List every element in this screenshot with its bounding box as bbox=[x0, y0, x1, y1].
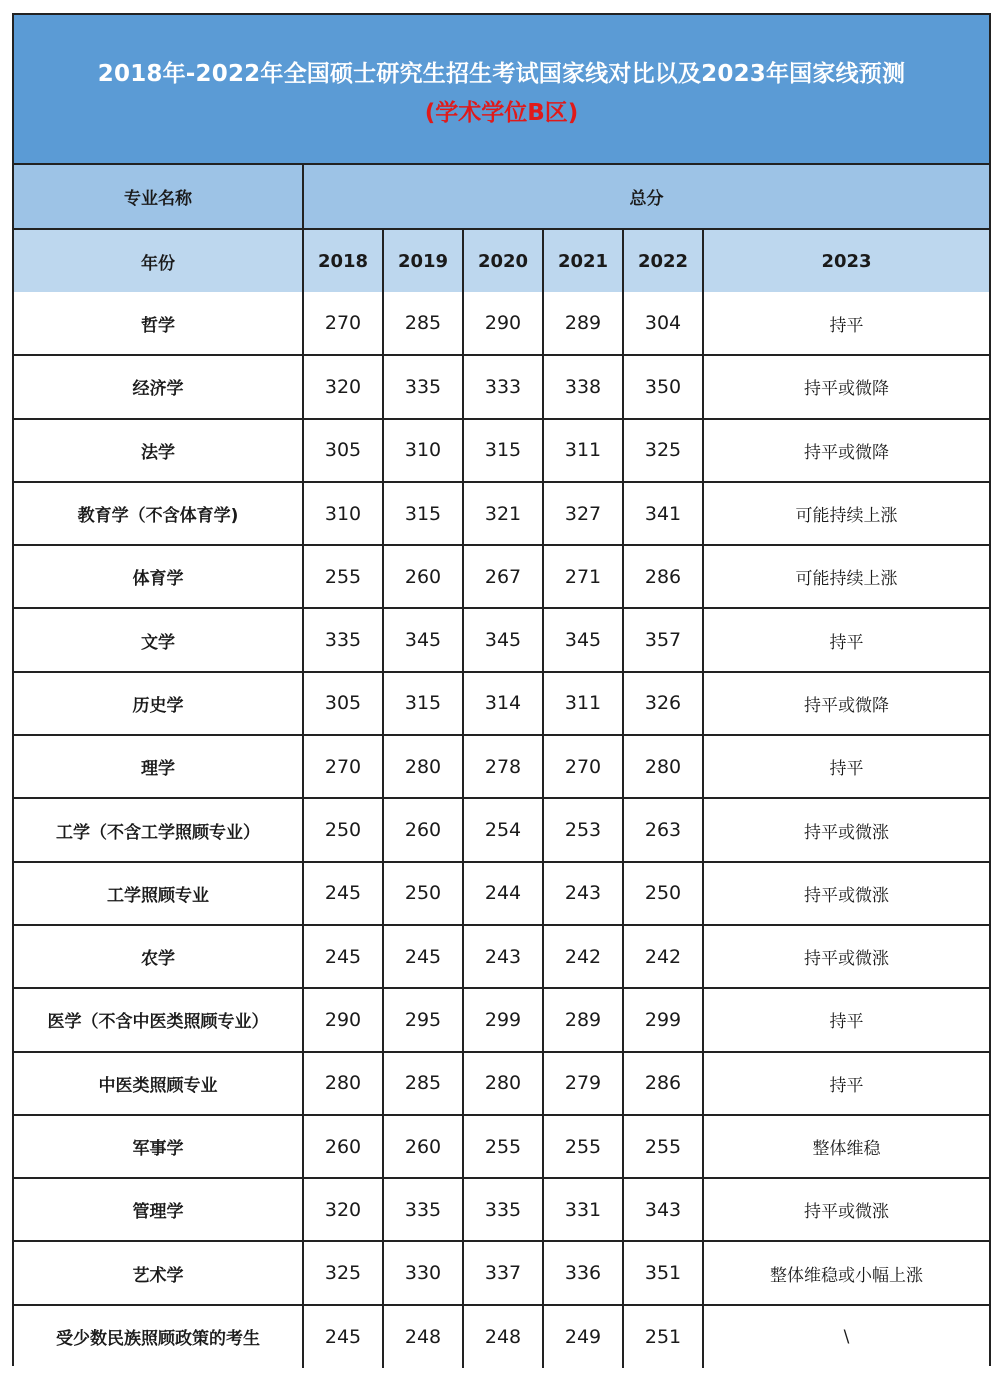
score-cell: 260 bbox=[383, 1115, 463, 1178]
major-name-cell: 历史学 bbox=[14, 672, 303, 735]
major-name-cell: 文学 bbox=[14, 608, 303, 671]
score-cell: 253 bbox=[543, 798, 623, 861]
score-table-frame bbox=[12, 13, 991, 1366]
score-cell: 280 bbox=[303, 1052, 383, 1115]
major-name-cell: 哲学 bbox=[14, 292, 303, 355]
major-name-cell: 工学照顾专业 bbox=[14, 862, 303, 925]
table-row bbox=[14, 1241, 989, 1304]
score-cell: 245 bbox=[303, 925, 383, 988]
score-cell: 330 bbox=[383, 1241, 463, 1304]
major-name-cell: 中医类照顾专业 bbox=[14, 1052, 303, 1115]
prediction-cell: 持平或微涨 bbox=[703, 862, 989, 925]
score-cell: 245 bbox=[303, 1305, 383, 1368]
score-cell: 310 bbox=[303, 482, 383, 545]
score-cell: 320 bbox=[303, 1178, 383, 1241]
score-cell: 250 bbox=[303, 798, 383, 861]
score-cell: 245 bbox=[383, 925, 463, 988]
prediction-cell: 持平 bbox=[703, 1052, 989, 1115]
prediction-cell: \ bbox=[703, 1305, 989, 1368]
score-cell: 286 bbox=[623, 545, 703, 608]
score-cell: 290 bbox=[303, 988, 383, 1051]
score-cell: 267 bbox=[463, 545, 543, 608]
score-cell: 242 bbox=[623, 925, 703, 988]
prediction-cell: 持平或微降 bbox=[703, 672, 989, 735]
table-row bbox=[14, 1178, 989, 1241]
score-cell: 270 bbox=[303, 292, 383, 355]
score-cell: 280 bbox=[463, 1052, 543, 1115]
score-cell: 343 bbox=[623, 1178, 703, 1241]
score-cell: 270 bbox=[543, 735, 623, 798]
table-row bbox=[14, 988, 989, 1051]
score-cell: 325 bbox=[303, 1241, 383, 1304]
score-cell: 337 bbox=[463, 1241, 543, 1304]
score-cell: 249 bbox=[543, 1305, 623, 1368]
table-row bbox=[14, 1115, 989, 1178]
score-cell: 357 bbox=[623, 608, 703, 671]
score-cell: 270 bbox=[303, 735, 383, 798]
score-cell: 254 bbox=[463, 798, 543, 861]
major-name-cell: 农学 bbox=[14, 925, 303, 988]
prediction-cell: 持平 bbox=[703, 735, 989, 798]
header-row-major bbox=[14, 165, 989, 229]
score-cell: 336 bbox=[543, 1241, 623, 1304]
score-cell: 248 bbox=[463, 1305, 543, 1368]
score-table bbox=[14, 165, 989, 1368]
score-cell: 335 bbox=[463, 1178, 543, 1241]
major-name-cell: 理学 bbox=[14, 735, 303, 798]
header-row-years bbox=[14, 229, 989, 292]
table-row bbox=[14, 482, 989, 545]
score-cell: 299 bbox=[463, 988, 543, 1051]
score-cell: 311 bbox=[543, 672, 623, 735]
major-name-cell: 受少数民族照顾政策的考生 bbox=[14, 1305, 303, 1368]
prediction-cell: 持平 bbox=[703, 292, 989, 355]
score-cell: 286 bbox=[623, 1052, 703, 1115]
prediction-cell: 整体维稳 bbox=[703, 1115, 989, 1178]
table-row bbox=[14, 1305, 989, 1368]
score-cell: 310 bbox=[383, 419, 463, 482]
score-cell: 350 bbox=[623, 355, 703, 418]
score-cell: 285 bbox=[383, 292, 463, 355]
score-cell: 248 bbox=[383, 1305, 463, 1368]
year-2023-header: 2023 bbox=[703, 229, 989, 292]
score-cell: 345 bbox=[463, 608, 543, 671]
major-name-cell: 教育学（不含体育学) bbox=[14, 482, 303, 545]
table-body bbox=[14, 292, 989, 1368]
table-row bbox=[14, 608, 989, 671]
year-header: 年份 bbox=[14, 229, 303, 292]
score-cell: 305 bbox=[303, 419, 383, 482]
score-cell: 311 bbox=[543, 419, 623, 482]
major-name-cell: 管理学 bbox=[14, 1178, 303, 1241]
score-cell: 305 bbox=[303, 672, 383, 735]
total-score-header: 总分 bbox=[303, 165, 989, 229]
prediction-cell: 持平或微涨 bbox=[703, 1178, 989, 1241]
score-cell: 314 bbox=[463, 672, 543, 735]
year-2022-header: 2022 bbox=[623, 229, 703, 292]
prediction-cell: 整体维稳或小幅上涨 bbox=[703, 1241, 989, 1304]
major-name-cell: 体育学 bbox=[14, 545, 303, 608]
year-2018-header: 2018 bbox=[303, 229, 383, 292]
score-cell: 280 bbox=[623, 735, 703, 798]
score-cell: 325 bbox=[623, 419, 703, 482]
score-cell: 338 bbox=[543, 355, 623, 418]
score-cell: 304 bbox=[623, 292, 703, 355]
major-name-cell: 法学 bbox=[14, 419, 303, 482]
score-cell: 345 bbox=[383, 608, 463, 671]
score-cell: 251 bbox=[623, 1305, 703, 1368]
major-name-cell: 医学（不含中医类照顾专业） bbox=[14, 988, 303, 1051]
score-cell: 335 bbox=[303, 608, 383, 671]
score-cell: 345 bbox=[543, 608, 623, 671]
score-cell: 245 bbox=[303, 862, 383, 925]
table-row bbox=[14, 355, 989, 418]
title-banner bbox=[14, 15, 989, 165]
score-cell: 250 bbox=[383, 862, 463, 925]
score-cell: 289 bbox=[543, 988, 623, 1051]
score-cell: 260 bbox=[383, 798, 463, 861]
score-cell: 279 bbox=[543, 1052, 623, 1115]
table-row bbox=[14, 925, 989, 988]
prediction-cell: 可能持续上涨 bbox=[703, 545, 989, 608]
year-2021-header: 2021 bbox=[543, 229, 623, 292]
score-cell: 335 bbox=[383, 1178, 463, 1241]
score-cell: 260 bbox=[383, 545, 463, 608]
table-row bbox=[14, 419, 989, 482]
prediction-cell: 持平或微涨 bbox=[703, 798, 989, 861]
major-name-cell: 工学（不含工学照顾专业） bbox=[14, 798, 303, 861]
score-cell: 315 bbox=[463, 419, 543, 482]
prediction-cell: 持平或微降 bbox=[703, 419, 989, 482]
major-name-cell: 艺术学 bbox=[14, 1241, 303, 1304]
score-cell: 255 bbox=[543, 1115, 623, 1178]
year-2020-header: 2020 bbox=[463, 229, 543, 292]
score-cell: 290 bbox=[463, 292, 543, 355]
score-cell: 255 bbox=[303, 545, 383, 608]
score-cell: 243 bbox=[463, 925, 543, 988]
score-cell: 271 bbox=[543, 545, 623, 608]
table-row bbox=[14, 672, 989, 735]
score-cell: 278 bbox=[463, 735, 543, 798]
score-cell: 315 bbox=[383, 482, 463, 545]
score-cell: 285 bbox=[383, 1052, 463, 1115]
prediction-cell: 可能持续上涨 bbox=[703, 482, 989, 545]
major-name-cell: 经济学 bbox=[14, 355, 303, 418]
table-row bbox=[14, 1052, 989, 1115]
table-row bbox=[14, 545, 989, 608]
score-cell: 255 bbox=[623, 1115, 703, 1178]
score-cell: 299 bbox=[623, 988, 703, 1051]
score-cell: 315 bbox=[383, 672, 463, 735]
score-cell: 341 bbox=[623, 482, 703, 545]
table-row bbox=[14, 292, 989, 355]
score-cell: 351 bbox=[623, 1241, 703, 1304]
prediction-cell: 持平 bbox=[703, 988, 989, 1051]
prediction-cell: 持平 bbox=[703, 608, 989, 671]
major-name-cell: 军事学 bbox=[14, 1115, 303, 1178]
table-row bbox=[14, 862, 989, 925]
score-cell: 321 bbox=[463, 482, 543, 545]
score-cell: 327 bbox=[543, 482, 623, 545]
page-title: 2018年-2022年全国硕士研究生招生考试国家线对比以及2023年国家线预测 bbox=[97, 61, 906, 87]
score-cell: 255 bbox=[463, 1115, 543, 1178]
score-cell: 320 bbox=[303, 355, 383, 418]
table-row bbox=[14, 735, 989, 798]
score-cell: 250 bbox=[623, 862, 703, 925]
score-cell: 289 bbox=[543, 292, 623, 355]
score-cell: 331 bbox=[543, 1178, 623, 1241]
score-cell: 242 bbox=[543, 925, 623, 988]
year-2019-header: 2019 bbox=[383, 229, 463, 292]
score-cell: 280 bbox=[383, 735, 463, 798]
table-row bbox=[14, 798, 989, 861]
score-cell: 326 bbox=[623, 672, 703, 735]
score-cell: 243 bbox=[543, 862, 623, 925]
major-name-header: 专业名称 bbox=[14, 165, 303, 229]
prediction-cell: 持平或微涨 bbox=[703, 925, 989, 988]
score-cell: 335 bbox=[383, 355, 463, 418]
page-subtitle: (学术学位B区) bbox=[424, 100, 579, 126]
score-cell: 333 bbox=[463, 355, 543, 418]
prediction-cell: 持平或微降 bbox=[703, 355, 989, 418]
score-cell: 260 bbox=[303, 1115, 383, 1178]
score-cell: 244 bbox=[463, 862, 543, 925]
score-cell: 263 bbox=[623, 798, 703, 861]
score-cell: 295 bbox=[383, 988, 463, 1051]
